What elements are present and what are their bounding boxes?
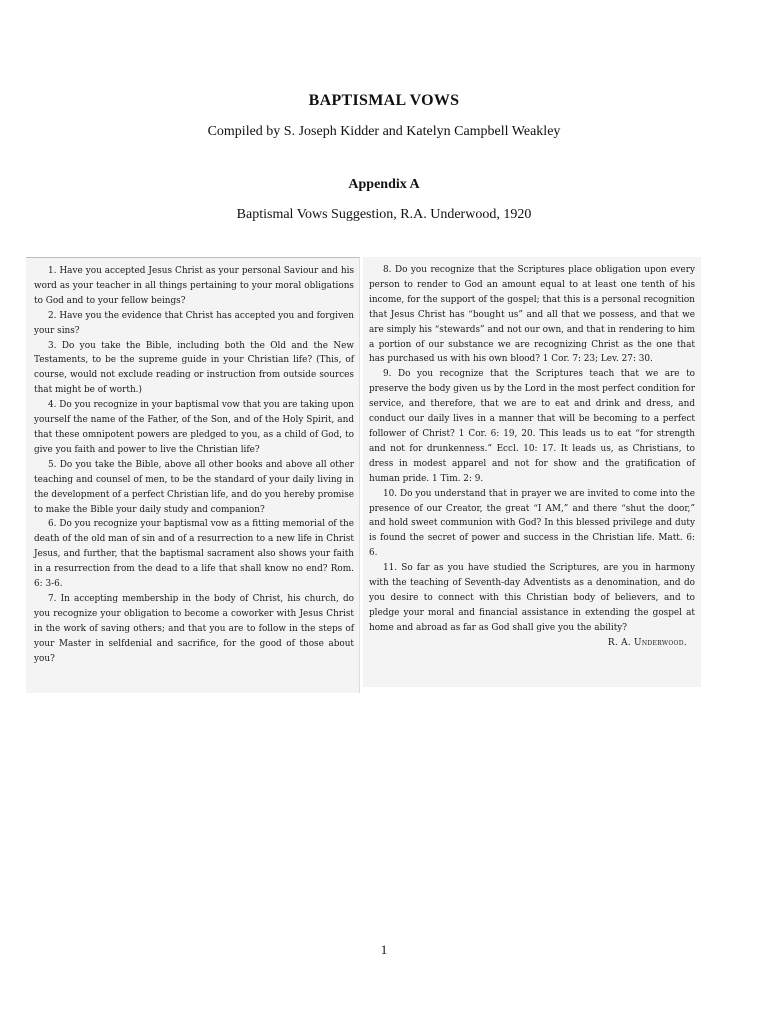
vow-paragraph-9: 9. Do you recognize that the Scriptures teach that we are to preserve the body given us by the Lord in the most perfect condition for service, and therefore, that we are to eat and drink and dress, and conduct our daily lives in a manner that will be becoming to a perfect follower of Christ? 1 Cor. 6: 19, 20. This leads us to eat “for strength and not for drunkenness.” Eccl. 10: 17. It leads us, as Christians, to dress in modest apparel and not for show and the gratification of human pride. 1 Tim. 2: 9.: [369, 369, 695, 484]
vow-paragraph-11: 11. So far as you have studied the Scriptures, are you in harmony with the teaching of Seventh-day Adventists as a denomination, and do you desire to connect with this Christian body of believers, and to pledge your moral and financial assistance in extending the gospel at home and abroad as far as God shall give you the ability?: [369, 563, 695, 633]
vow-paragraph-7: 7. In accepting membership in the body of Christ, his church, do you recognize your obligation to become a coworker with Jesus Christ in the work of saving others; and that you are to follow in the steps of your Master in selfdenial and sacrifice, for the good of those about you?: [34, 593, 354, 664]
vow-paragraph-3: 3. Do you take the Bible, including both the Old and the New Testaments, to be the supreme guide in your Christian life? (This, of course, would not exclude reading or instruction from outside sources that might be of worth.): [34, 340, 354, 396]
page-number: 1: [380, 942, 388, 957]
vow-paragraph-1: 1. Have you accepted Jesus Christ as your personal Saviour and his word as your teacher in all things pertaining to your moral obligations to God and to your fellow beings?: [34, 266, 354, 306]
vow-paragraph-6: 6. Do you recognize your baptismal vow as a fitting memorial of the death of the old man of sin and of a resurrection to a new life in Christ Jesus, and further, that the baptismal sacrament also shows your faith in a resurrection from the dead to a life that shall know no end? Rom. 6: 3-6.: [34, 519, 354, 590]
vow-paragraph-8: 8. Do you recognize that the Scriptures place obligation upon every person to render to God an amount equal to at least one tenth of his income, for the support of the gospel; that this is a personal recognition that Jesus Christ has “bought us” and all that we possess, and that we are simply his “stewards” and not our own, and that in rendering to him a portion of our substance we are recognizing Christ as the one that has purchased us with his own blood? 1 Cor. 7: 23; Lev. 27: 30.: [369, 265, 695, 365]
vow-paragraph-2: 2. Have you the evidence that Christ has accepted you and forgiven your sins?: [34, 310, 354, 336]
author-signature: R. A. Underwood.: [607, 637, 687, 648]
document-subtitle: Compiled by S. Joseph Kidder and Katelyn Campbell Weakley: [207, 124, 561, 139]
vow-paragraph-10: 10. Do you understand that in prayer we are invited to come into the presence of our Creator, the great “I AM,” and there “shut the door,” and hold sweet communion with God? In this blessed privilege and duty is found the secret of power and success in the Christian life. Matt. 6: 6.: [369, 488, 695, 559]
vow-paragraph-5: 5. Do you take the Bible, above all other books and above all other teaching and counsel of men, to be the standard of your daily living in the development of a perfect Christian life, and do you hereby promise to make the Bible your daily study and companion?: [34, 459, 354, 515]
scanned-text-left-column: [26, 257, 360, 693]
scanned-text-right-column: [363, 257, 701, 687]
appendix-heading: Appendix A: [348, 177, 420, 192]
document-title: BAPTISMAL VOWS: [308, 92, 460, 109]
appendix-caption: Baptismal Vows Suggestion, R.A. Underwood, 1920: [236, 207, 532, 222]
vow-paragraph-4: 4. Do you recognize in your baptismal vow that you are taking upon yourself the name of the Father, of the Son, and of the Holy Spirit, and that these omnipotent powers are pledged to you, as a child of God, to give you faith and power to live the Christian life?: [34, 400, 354, 455]
